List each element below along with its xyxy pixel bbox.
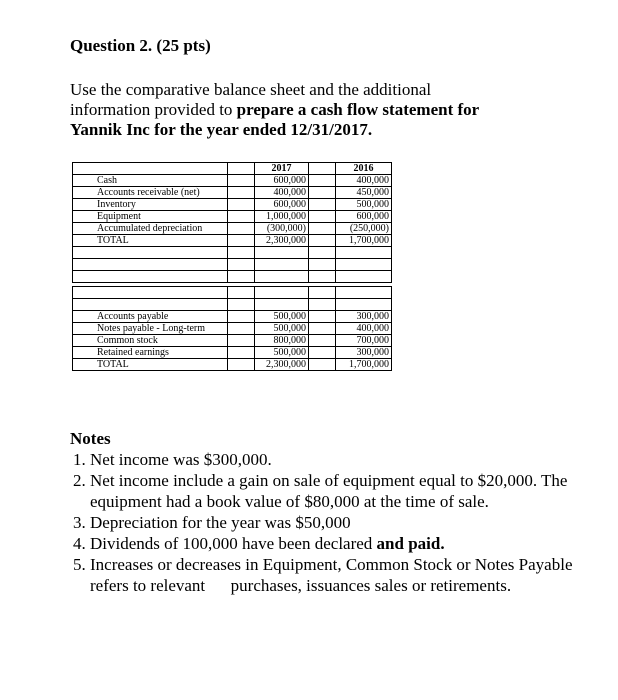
header-2016: 2016: [336, 163, 392, 175]
value-2017: (300,000): [255, 223, 309, 235]
note-item: [90, 533, 590, 554]
balance-sheet-assets-table: [72, 162, 392, 283]
table-header-row: [73, 163, 392, 175]
question-heading: Question 2. (25 pts): [70, 36, 211, 55]
value-2017: 600,000: [255, 175, 309, 187]
header-spacer-cell: [228, 163, 255, 175]
table-row: [73, 235, 392, 247]
row-label: Equipment: [73, 211, 228, 223]
value-2017: 2,300,000: [255, 359, 309, 371]
intro-line-2-text: information provided to: [70, 100, 237, 119]
value-2016: 400,000: [336, 175, 392, 187]
table-row: [73, 311, 392, 323]
intro-line-2-bold: prepare a cash flow statement for: [236, 100, 480, 119]
question-intro: [70, 80, 590, 140]
value-2016: 500,000: [336, 199, 392, 211]
notes-section: [70, 428, 590, 596]
note-item: 1. Net income was $300,000.: [90, 449, 590, 470]
row-label: Inventory: [73, 199, 228, 211]
value-2017: 500,000: [255, 311, 309, 323]
row-label: Retained earnings: [73, 347, 228, 359]
table-row: [73, 187, 392, 199]
value-2016: 300,000: [336, 311, 392, 323]
value-2017: 800,000: [255, 335, 309, 347]
row-label: Common stock: [73, 335, 228, 347]
value-2016: 600,000: [336, 211, 392, 223]
intro-line-3-bold: Yannik Inc for the year ended 12/31/2017.: [70, 120, 373, 139]
header-label-cell: [73, 163, 228, 175]
intro-line-3: [70, 120, 590, 140]
value-2016: 1,700,000: [336, 359, 392, 371]
value-2017: 500,000: [255, 323, 309, 335]
value-2016: 300,000: [336, 347, 392, 359]
value-2017: 1,000,000: [255, 211, 309, 223]
row-label: Accounts receivable (net): [73, 187, 228, 199]
note-4-bold: and paid.: [376, 534, 445, 553]
intro-line-1: Use the comparative balance sheet and the additional: [70, 80, 432, 99]
table-row: [73, 347, 392, 359]
value-2016: 400,000: [336, 323, 392, 335]
blank-row: [73, 259, 392, 271]
note-item: 5. Increases or decreases in Equipment, Common Stock or Notes Payable refers to relevant purchases, issuances sales or retirements.: [90, 554, 590, 596]
table-row: [73, 199, 392, 211]
table-row: [73, 175, 392, 187]
intro-line-2: [70, 100, 590, 120]
header-2017: 2017: [255, 163, 309, 175]
blank-row: [73, 287, 392, 299]
row-label: Cash: [73, 175, 228, 187]
blank-row: [73, 271, 392, 283]
value-2016: 700,000: [336, 335, 392, 347]
note-item: 2. Net income include a gain on sale of equipment equal to $20,000. The equipment had a book value of $80,000 at the time of sale.: [90, 470, 590, 512]
table-row: [73, 323, 392, 335]
value-2017: 600,000: [255, 199, 309, 211]
table-row: [73, 335, 392, 347]
row-label: Notes payable - Long-term: [73, 323, 228, 335]
row-label: Accumulated depreciation: [73, 223, 228, 235]
note-item: 3. Depreciation for the year was $50,000: [90, 512, 590, 533]
value-2016: 450,000: [336, 187, 392, 199]
note-4-text: Dividends of 100,000 have been declared: [90, 534, 377, 553]
table-row: [73, 223, 392, 235]
value-2016: 1,700,000: [336, 235, 392, 247]
value-2016: (250,000): [336, 223, 392, 235]
value-2017: 2,300,000: [255, 235, 309, 247]
value-2017: 500,000: [255, 347, 309, 359]
header-spacer-cell: [309, 163, 336, 175]
table-row: [73, 211, 392, 223]
blank-row: [73, 299, 392, 311]
value-2017: 400,000: [255, 187, 309, 199]
row-label: TOTAL: [73, 359, 228, 371]
row-label: Accounts payable: [73, 311, 228, 323]
notes-title: Notes: [70, 429, 111, 448]
table-row: [73, 359, 392, 371]
notes-list: [70, 449, 590, 596]
row-label: TOTAL: [73, 235, 228, 247]
balance-sheet-liabilities-table: [72, 286, 392, 371]
blank-row: [73, 247, 392, 259]
